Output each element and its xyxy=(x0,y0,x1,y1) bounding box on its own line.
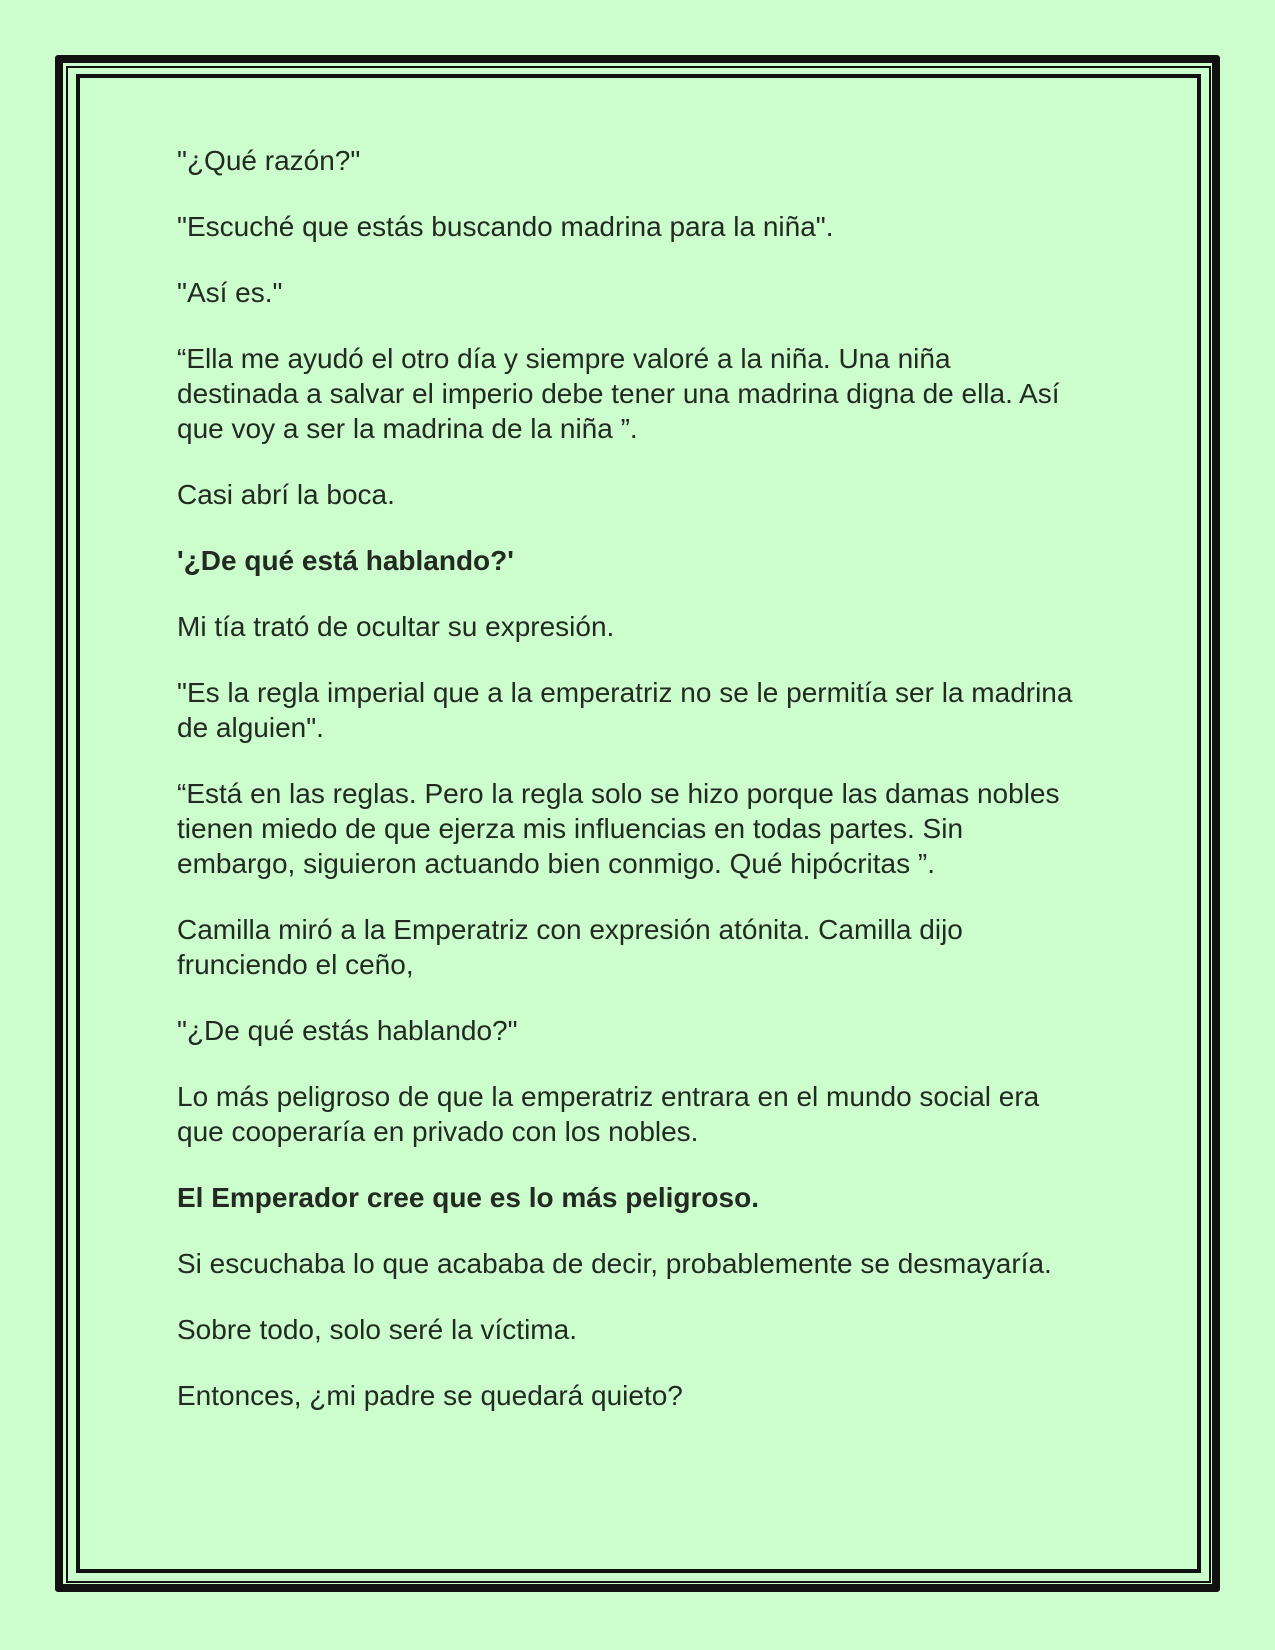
paragraph-bold: '¿De qué está hablando?' xyxy=(177,545,514,576)
story-text xyxy=(177,143,1077,1444)
paragraph: “Está en las reglas. Pero la regla solo se hizo porque las damas nobles tienen miedo de que ejerza mis influencias en todas partes. Sin embargo, siguieron actuando bien conmigo. Qué hipócritas ”. xyxy=(177,778,1060,879)
paragraph: Mi tía trató de ocultar su expresión. xyxy=(177,611,615,642)
paragraph: "Es la regla imperial que a la emperatriz no se le permitía ser la madrina de alguien". xyxy=(177,677,1073,743)
paragraph: "¿De qué estás hablando?" xyxy=(177,1015,518,1046)
paragraph: Camilla miró a la Emperatriz con expresión atónita. Camilla dijo frunciendo el ceño, xyxy=(177,914,963,980)
paragraph: Sobre todo, solo seré la víctima. xyxy=(177,1314,577,1345)
paragraph: "¿Qué razón?" xyxy=(177,145,361,176)
paragraph: Lo más peligroso de que la emperatriz entrara en el mundo social era que cooperaría en privado con los nobles. xyxy=(177,1081,1040,1147)
paragraph: "Así es." xyxy=(177,277,283,308)
paragraph: Casi abrí la boca. xyxy=(177,479,395,510)
frame-line-top xyxy=(66,66,1211,68)
paragraph-bold: El Emperador cree que es lo más peligroso. xyxy=(177,1182,759,1213)
paragraph: Entonces, ¿mi padre se quedará quieto? xyxy=(177,1380,683,1411)
frame-line-left xyxy=(66,66,68,1582)
frame-line-bottom xyxy=(66,1581,1211,1583)
paragraph: "Escuché que estás buscando madrina para la niña". xyxy=(177,211,834,242)
paragraph: “Ella me ayudó el otro día y siempre valoré a la niña. Una niña destinada a salvar el imperio debe tener una madrina digna de ella. Así que voy a ser la madrina de la niña ”. xyxy=(177,343,1060,444)
frame-line-right xyxy=(1209,66,1211,1582)
paragraph: Si escuchaba lo que acababa de decir, probablemente se desmayaría. xyxy=(177,1248,1052,1279)
